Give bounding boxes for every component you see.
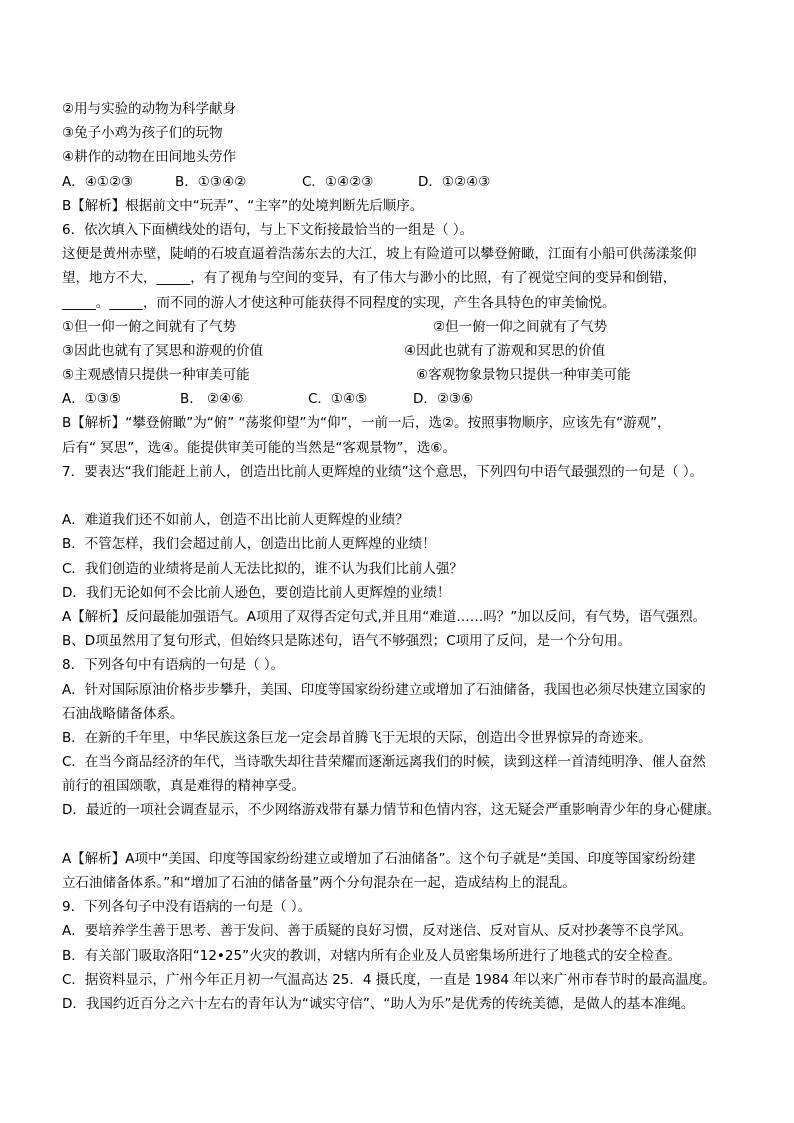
q6-passage: _____。_____，而不同的游人才使这种可能获得不同程度的实现，产生各具特色的审美愉悦。 [62,294,616,311]
document-page [62,97,742,1016]
q6-choices-row [62,363,742,387]
q7-option: B．不管怎样，我们会超过前人，创造出比前人更辉煌的业绩！ [62,536,436,553]
q5-analysis: B【解析】根据前文中“玩弄”、“主宰”的处境判断先后顺序。 [62,197,424,214]
q5-option-c: C．①④②③ [302,173,374,190]
q5-option-d: D．①②④③ [418,173,491,190]
q7-stem: 7．要表达“我们能赶上前人，创造出比前人更辉煌的业绩”这个意思，下列四句中语气最强烈的一句是（ ）。 [62,463,704,480]
q6-analysis: 后有“ 冥思”，选④。能提供审美可能的当然是“客观景物”，选⑥。 [62,439,456,456]
q6-analysis: B【解析】“攀登俯瞰”为“俯” “荡浆仰望”为“仰”，一前一后，选②。按照事物顺序，应该先有“游观”， [62,415,671,432]
q8-line: C．在当今商品经济的年代，当诗歌失却往昔荣耀而逐渐远离我们的时候，读到这样一首清纯明净、催人奋然 [62,754,706,771]
q8-line: 石油战略储备体系。 [62,705,184,722]
q6-choice: ⑥客观物象景物只提供一种审美可能 [416,367,631,384]
q6-option-d: D．②③⑥ [413,391,474,408]
q6-choice: ①但一仰一俯之间就有了气势 [62,318,237,335]
q8-stem: 8．下列各句中有语病的一句是（ ）。 [62,657,285,674]
q9-option: A．要培养学生善于思考、善于发问、善于质疑的良好习惯，反对迷信、反对盲从、反对抄袭等不良学风。 [62,923,693,940]
q6-choices-row [62,315,742,339]
q6-choice: ③因此也就有了冥思和游观的价值 [62,342,264,359]
q9-stem: 9．下列各句子中没有语病的一句是（ ）。 [62,899,312,916]
q7-analysis: A【解析】反问最能加强语气。A项用了双得否定句式,并且用“难道……吗？”加以反问，有气势，语气强烈。 [62,608,707,625]
q9-option: D．我国约近百分之六十左右的青年认为“诚实守信”、“助人为乐”是优秀的传统美德，是做人的基本准绳。 [62,995,695,1012]
blank-line [62,484,742,508]
q5-item: ④耕作的动物在田间地头劳作 [62,149,237,166]
q5-option-a: A．④①②③ [62,173,134,190]
q7-option: C．我们创造的业绩将是前人无法比拟的，谁不认为我们比前人强？ [62,560,463,577]
q5-item: ③兔子小鸡为孩子们的玩物 [62,125,223,142]
q6-choice: ②但一俯一仰之间就有了气势 [433,318,608,335]
q6-option-b: B． ②④⑥ [180,391,244,408]
q6-option-a: A．①③⑤ [62,391,122,408]
q6-passage: 望，地方不大，_____，有了视角与空间的变异，有了伟大与渺小的比照，有了视觉空间的变异和倒错， [62,270,677,287]
q8-line: B．在新的千年里，中华民族这条巨龙一定会昂首腾飞于无垠的天际，创造出令世界惊异的奇迹来。 [62,729,652,746]
q8-analysis: 立石油储备体系。”和“增加了石油的储备量”两个分句混杂在一起，造成结构上的混乱。 [62,875,576,891]
q8-line: D．最近的一项社会调查显示，不少网络游戏带有暴力情节和色情内容，这无疑会严重影响青少年的身心健康。 [62,802,721,819]
q7-option: A．难道我们还不如前人，创造不出比前人更辉煌的业绩？ [62,512,409,529]
blank-line [62,823,742,847]
q9-option: B．有关部门吸取洛阳“12•25”火灾的教训，对辖内所有企业及人员密集场所进行了地毯式的安全检查。 [62,947,682,964]
q5-option-b: B．①③④② [175,173,247,190]
q6-stem: 6．依次填入下面横线处的语句，与上下文衔接最恰当的一组是（ ）。 [62,221,474,238]
q7-analysis: B、D项虽然用了复句形式，但始终只是陈述句，语气不够强烈；C项用了反问，是一个分句用。 [62,633,632,650]
q6-choices-row [62,339,742,363]
q7-option: D．我们无论如何不会比前人逊色，要创造比前人更辉煌的业绩！ [62,584,451,601]
q8-analysis: A【解析】A项中“美国、印度等国家纷纷建立或增加了石油储备”。这个句子就是“美国、印度等国家纷纷建 [62,850,696,867]
q6-choice: ⑤主观感情只提供一种审美可能 [62,367,250,384]
q6-passage: 这便是黄州赤壁，陡峭的石坡直逼着浩荡东去的大江，坡上有险道可以攀登俯瞰，江面有小船可供荡漾浆仰 [62,246,697,263]
q9-option: C．据资料显示，广州今年正月初一气温高达 25．4 摄氏度，一直是 1984 年以来广州市春节时的最高温度。 [62,971,716,988]
q5-item: ②用与实验的动物为科学献身 [62,101,237,117]
q5-options [62,170,742,194]
q6-choice: ④因此也就有了游观和冥思的价值 [404,342,606,359]
q8-line: A．针对国际原油价格步步攀升，美国、印度等国家纷纷建立或增加了石油储备，我国也必须尽快建立国家的 [62,681,706,698]
q6-option-c: C．①④⑤ [308,391,368,408]
q6-options [62,387,742,411]
q8-line: 前行的祖国颂歌，真是难得的精神享受。 [62,778,305,795]
